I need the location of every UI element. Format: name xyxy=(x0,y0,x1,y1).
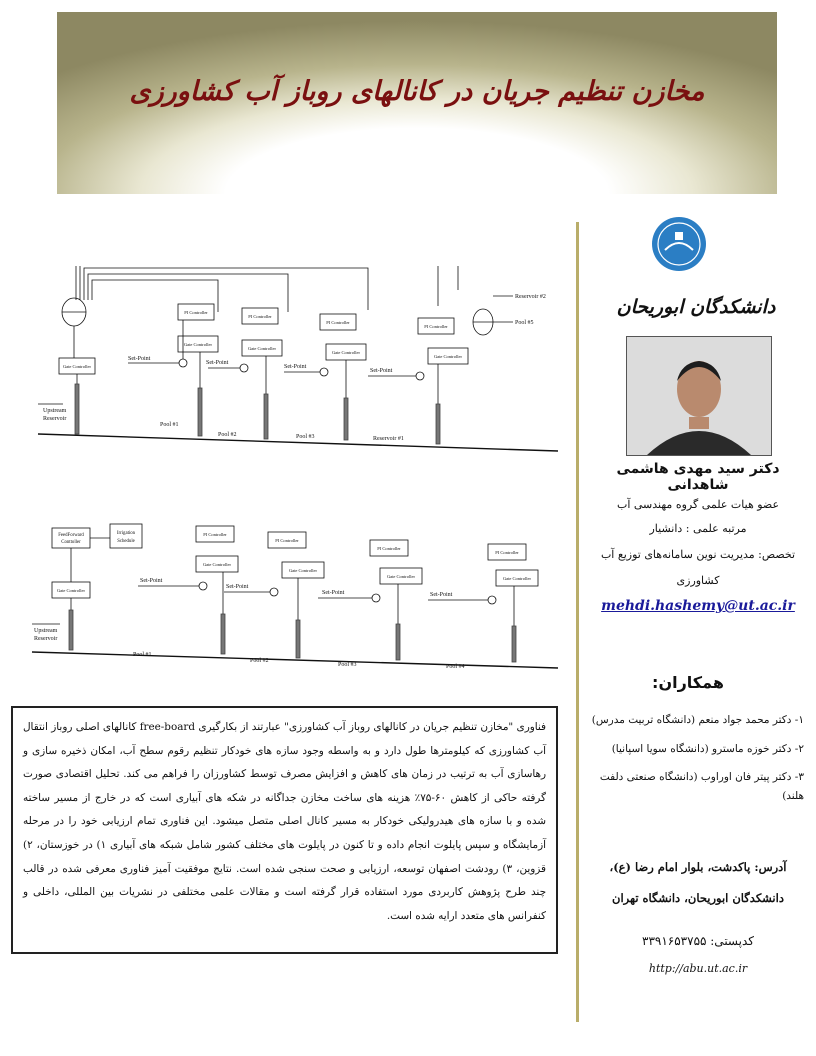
svg-text:Pool #3: Pool #3 xyxy=(338,662,357,668)
profile-photo xyxy=(626,336,772,456)
website-link[interactable]: http://abu.ut.ac.ir xyxy=(648,962,748,975)
svg-text:PI Controller: PI Controller xyxy=(248,314,272,319)
svg-text:Gate Controller: Gate Controller xyxy=(502,576,532,581)
address-line: دانشکدگان ابوریحان، دانشگاه تهران xyxy=(612,891,784,905)
svg-text:Irrigation: Irrigation xyxy=(116,531,136,536)
collaborators-title: همکاران: xyxy=(652,673,724,692)
svg-text:Gate Controller: Gate Controller xyxy=(331,350,361,355)
svg-text:Set-Point: Set-Point xyxy=(226,584,249,590)
svg-text:Reservoir #1: Reservoir #1 xyxy=(373,436,404,442)
svg-text:Set-Point: Set-Point xyxy=(284,364,307,370)
svg-text:Pool #4: Pool #4 xyxy=(446,664,465,670)
gate-controller-label: Gate Controller xyxy=(62,364,92,369)
control-diagrams xyxy=(28,266,563,686)
email-link[interactable]: mehdi.hashemy@ut.ac.ir xyxy=(601,598,795,614)
svg-text:Pool #1: Pool #1 xyxy=(133,652,152,658)
svg-text:PI Controller: PI Controller xyxy=(203,532,227,537)
svg-text:Gate Controller: Gate Controller xyxy=(202,562,232,567)
faculty-name: دانشکدگان ابوریحان xyxy=(616,296,776,318)
abstract-text: فناوری "مخازن تنظیم جریان در کانالهای روباز آب کشاورزی" عبارتند از بکارگیری free-board کانالهای اصلی روباز انتقال آب کشاورزی که کیلومترها طول دارد و به واسطه وجود سازه های خودکار تنظیم رقوم سطح آب، امکان ذخیره سازی و رهاسازی آب به ترتیب در زمان های کاهش و افزایش مصرف توسط کشاورزان را فراهم می کند. تحلیل اقتصادی صورت گرفته حاکی از کاهش ۶۰-۷۵٪ هزینه های ساخت مخازن جداگانه در شکه های آبیاری است که در خارج از مسیر ساخته شده و با سازه های هیدرولیکی خودکار به مسیر کانال اصلی متصل میشود. این فناوری تمام ارزیابی خود را در مرحله آزمایشگاه و سپس پایلوت انجام داده و تا کنون در پایلوت های مختلف کشور شامل شبکه های آبیاری ۱) در خوزستان، ۲) قزوین، ۳) رودشت اصفهان توسعه، ارزیابی و صحت سنجی شده است. نتایج موفقیت آمیز فناوری معرفی شده در قالب چند طرح پژوهش کاربردی مورد استفاده قرار گرفته است و مقالات علمی مختلفی در نشریات بین المللی، داخلی و کنفرانس های متعدد ارایه شده است. xyxy=(23,721,546,922)
svg-text:Pool #1: Pool #1 xyxy=(160,422,179,428)
column-divider xyxy=(576,222,579,1022)
svg-text:Reservoir #2: Reservoir #2 xyxy=(515,294,546,300)
svg-text:Set-Point: Set-Point xyxy=(430,592,453,598)
svg-text:Set-Point: Set-Point xyxy=(206,360,229,366)
diagram-top xyxy=(38,266,558,451)
collaborator-item: ۱- دکتر محمد جواد منعم (دانشگاه تربیت مدرس) xyxy=(591,714,804,726)
svg-text:Gate Controller: Gate Controller xyxy=(247,346,277,351)
diagram-bottom xyxy=(32,524,558,670)
svg-text:Conttoller: Conttoller xyxy=(61,540,81,545)
svg-text:PI Controller: PI Controller xyxy=(184,310,208,315)
svg-text:FeedForward: FeedForward xyxy=(58,533,84,538)
svg-text:PI Controller: PI Controller xyxy=(424,324,448,329)
svg-text:Set-Point: Set-Point xyxy=(322,590,345,596)
svg-text:PI Controller: PI Controller xyxy=(495,550,519,555)
svg-text:Schedule: Schedule xyxy=(117,539,135,544)
svg-text:Gate Controller: Gate Controller xyxy=(386,574,416,579)
profile-specialty: تخصص: مدیریت نوین سامانه‌های توزیع آب xyxy=(600,548,796,561)
svg-text:Pool #2: Pool #2 xyxy=(250,658,269,664)
svg-text:Pool #2: Pool #2 xyxy=(218,432,237,438)
abstract-box xyxy=(11,706,558,954)
svg-text:Pool #3: Pool #3 xyxy=(296,434,315,440)
university-seal-icon xyxy=(651,216,707,272)
svg-text:Set-Point: Set-Point xyxy=(140,578,163,584)
page-title: مخازن تنظیم جریان در کانالهای روباز آب کشاورزی xyxy=(129,76,705,107)
profile-specialty-cont: کشاورزی xyxy=(676,574,720,587)
profile-position: عضو هیات علمی گروه مهندسی آب xyxy=(616,498,780,511)
svg-text:PI Controller: PI Controller xyxy=(377,546,401,551)
postal-code: کدپستی: ۳۳۹۱۶۵۳۷۵۵ xyxy=(642,934,754,948)
svg-text:PI Controller: PI Controller xyxy=(275,538,299,543)
svg-text:PI Controller: PI Controller xyxy=(326,320,350,325)
upstream-label: Upstream xyxy=(43,408,67,414)
svg-text:Reservoir: Reservoir xyxy=(34,636,58,642)
profile-name: دکتر سید مهدی هاشمی شاهدانی xyxy=(616,461,780,493)
svg-text:Upstream: Upstream xyxy=(34,628,58,634)
header-banner xyxy=(57,12,777,194)
collaborator-item: ۲- دکتر خوزه ماسترو (دانشگاه سویا اسپانیا) xyxy=(611,743,804,755)
svg-text:Set-Point: Set-Point xyxy=(128,356,151,362)
svg-text:Set-Point: Set-Point xyxy=(370,368,393,374)
address-line: آدرس: پاکدشت، بلوار امام رضا (ع)، xyxy=(609,860,787,874)
svg-text:Gate Controller: Gate Controller xyxy=(56,588,86,593)
svg-text:Gate Controller: Gate Controller xyxy=(433,354,463,359)
svg-text:Gate Controller: Gate Controller xyxy=(183,342,213,347)
collaborator-item: ۳- دکتر پیتر فان اوراوب (دانشگاه صنعتی دلفت هلند) xyxy=(599,771,804,802)
svg-text:Pool #5: Pool #5 xyxy=(515,320,534,326)
profile-rank: مرتبه علمی : دانشیار xyxy=(649,522,747,535)
svg-text:Reservoir: Reservoir xyxy=(43,416,67,422)
svg-text:Gate Controller: Gate Controller xyxy=(288,568,318,573)
gate-post xyxy=(75,384,79,434)
